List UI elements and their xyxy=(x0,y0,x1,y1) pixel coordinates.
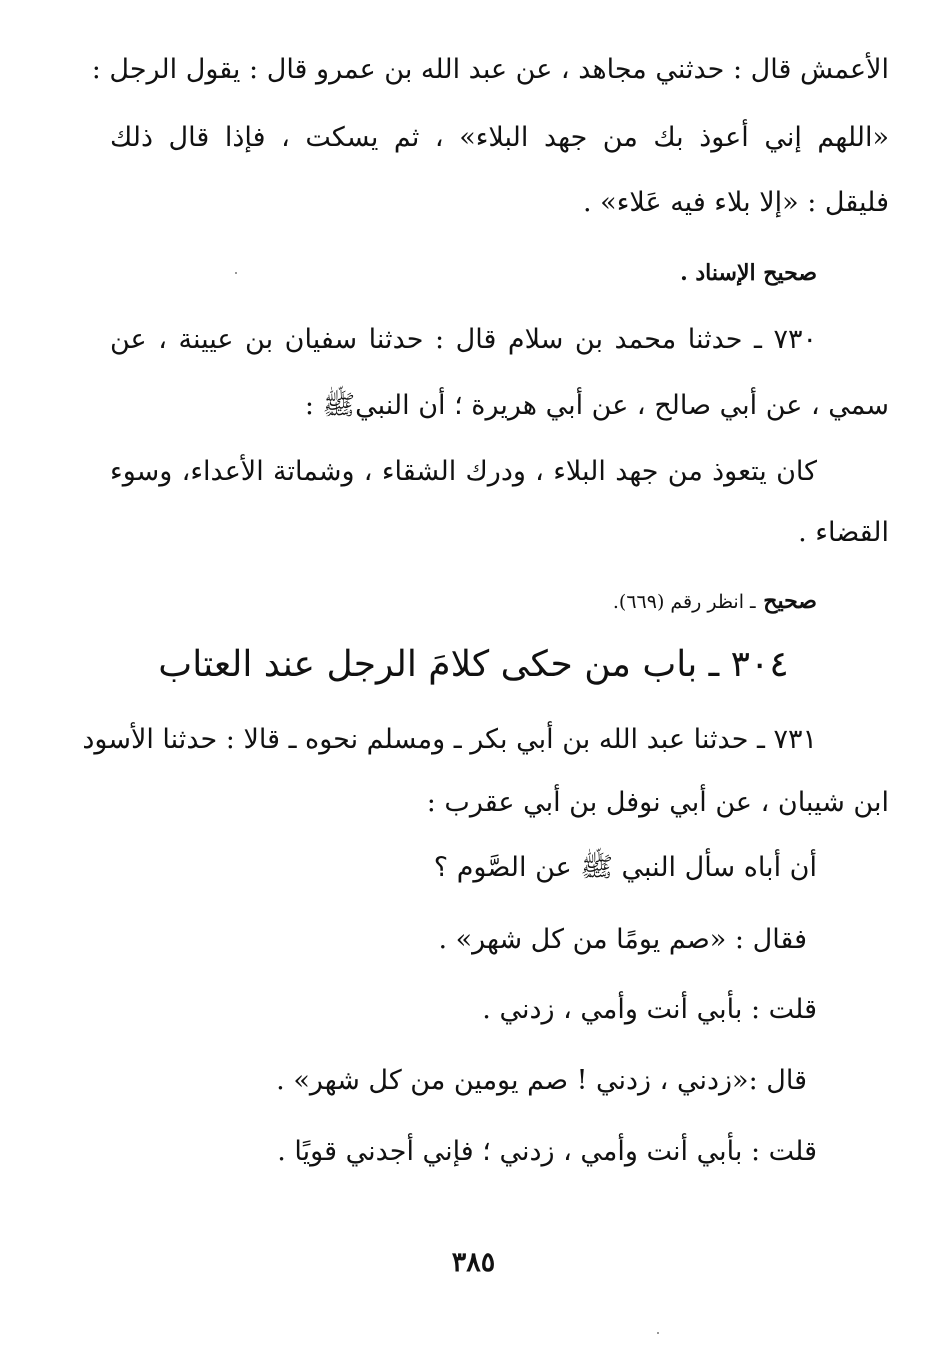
hadith-730-line-1: ٧٣٠ ـ حدثنا محمد بن سلام قال : حدثنا سفيان بن عيينة ، عن xyxy=(110,324,817,355)
hadith-731-line-5: قلت : بأبي أنت وأمي ، زدني . xyxy=(482,994,817,1025)
hadith-730-line-2: سمي ، عن أبي صالح ، عن أبي هريرة ؛ أن النبيﷺ : xyxy=(304,390,889,421)
hadith-729-line-1: الأعمش قال : حدثني مجاهد ، عن عبد الله بن عمرو قال : يقول الرجل : xyxy=(91,54,889,85)
hadith-731-line-1: ٧٣١ ـ حدثنا عبد الله بن أبي بكر ـ ومسلم نحوه ـ قالا : حدثنا الأسود xyxy=(82,724,817,755)
hadith-731-line-6: قال :«زدني ، زدني ! صم يومين من كل شهر» . xyxy=(276,1065,807,1096)
scan-speck xyxy=(235,272,237,274)
hadith-729-grade: صحيح الإسناد . xyxy=(680,260,817,286)
hadith-731-line-3: أن أباه سأل النبي ﷺ عن الصَّوم ؟ xyxy=(433,852,817,883)
hadith-731-line-7: قلت : بأبي أنت وأمي ، زدني ؛ فإني أجدني قويًا . xyxy=(277,1136,817,1167)
hadith-730-grade-label: صحيح xyxy=(763,588,817,614)
chapter-title: ٣٠٤ ـ باب من حكى كلامَ الرجل عند العتاب xyxy=(158,644,789,685)
hadith-729-line-3: فليقل : «إلا بلاء فيه عَلاء» . xyxy=(583,187,889,218)
scan-speck xyxy=(657,1332,659,1334)
page-number: ٣٨٥ xyxy=(451,1247,496,1278)
hadith-731-line-4: فقال : «صم يومًا من كل شهر» . xyxy=(438,924,807,955)
hadith-730-grade xyxy=(613,586,817,617)
hadith-731-line-2: ابن شيبان ، عن أبي نوفل بن أبي عقرب : xyxy=(426,787,889,818)
hadith-730-grade-note: ـ انظر رقم (٦٦٩). xyxy=(612,591,756,613)
hadith-729-line-2: «اللهم إني أعوذ بك من جهد البلاء» ، ثم يسكت ، فإذا قال ذلك xyxy=(110,122,889,153)
hadith-730-line-4: القضاء . xyxy=(798,517,889,548)
hadith-730-line-3: كان يتعوذ من جهد البلاء ، ودرك الشقاء ، وشماتة الأعداء، وسوء xyxy=(110,456,818,487)
